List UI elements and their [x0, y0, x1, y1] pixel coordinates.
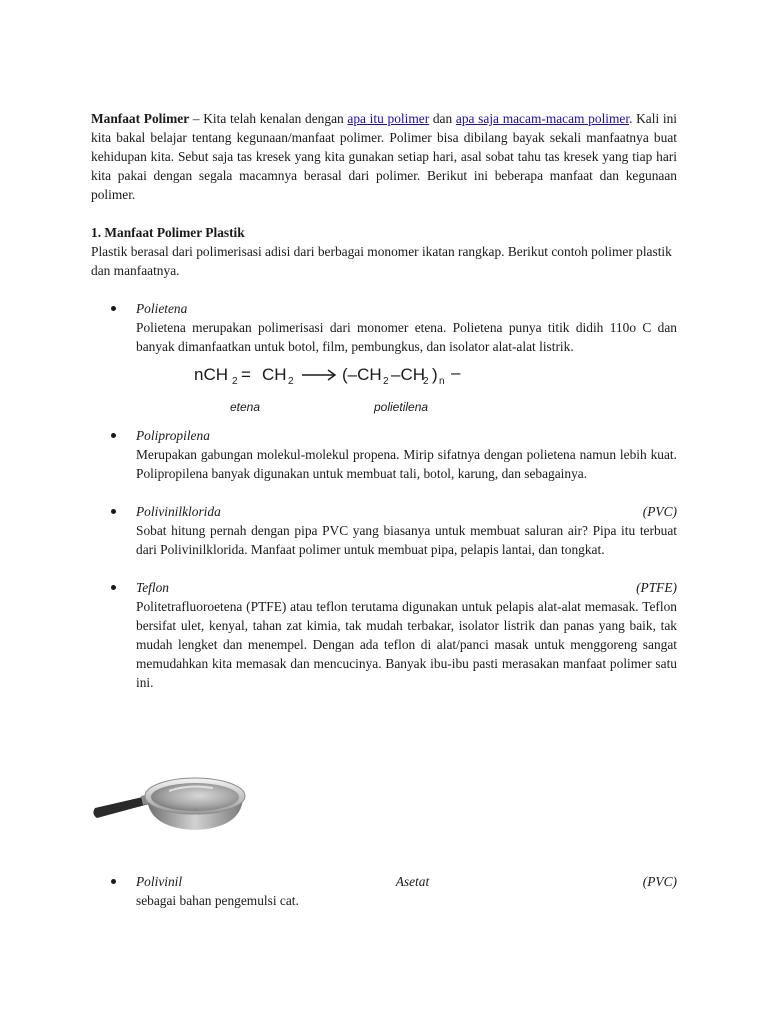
list-item-teflon — [91, 578, 677, 692]
equation-tail: – — [451, 363, 461, 382]
label-etena: etena — [230, 400, 261, 414]
frying-pan-image — [91, 752, 251, 856]
equation-figure — [146, 360, 476, 426]
item-name: Polivinilklorida — [136, 504, 221, 519]
intro-text: . Kali ini kita bakal belajar tentang kegunaan/manfaat polimer. Polimer bisa dibilang bayak sekali manfaatnya buat kehidupan kita. Sebut saja tas kresek yang kita gunakan setiap hari, asal sobat tahu tas kresek yang tiap hari kita pakai dengan segala macamnya berasal dari polimer. Berikut ini beberapa manfaat dan kegunaan polimer. — [91, 111, 678, 202]
item-description: Sobat hitung pernah dengan pipa PVC yang biasanya untuk membuat saluran air? Pipa itu terbuat dari Polivinilklorida. Manfaat polimer untuk membuat pipa, pelapis lantai, dan tongkat. — [136, 523, 677, 557]
link-apa-itu-polimer[interactable]: apa itu polimer — [347, 111, 430, 126]
equation-close: ) — [432, 365, 438, 384]
item-abbr: (PVC) — [642, 874, 677, 889]
equation-sub: 2 — [288, 376, 294, 387]
bullet-icon — [111, 585, 116, 590]
link-macam-macam-polimer[interactable]: apa saja macam-macam polimer — [455, 111, 630, 126]
polymer-list — [91, 299, 677, 692]
item-description: Politetrafluoroetena (PTFE) atau teflon terutama digunakan untuk pelapis alat-alat memasak. Teflon bersifat ulet, kenyal, tahan zat kimia, tak mudah terbakar, isolator listrik dan panas yang baik, tak mudah lengket dan menempel. Dengan ada teflon di alat/panci masak untuk menggoreng sangat memudahkan kita memasak dan mencucinya. Banyak ibu-ibu pasti merasakan manfaat polimer satu ini. — [136, 599, 677, 690]
equation-lhs: nCH — [194, 365, 229, 384]
item-abbr: (PVC) — [642, 504, 677, 519]
intro-text: dan — [429, 111, 456, 126]
list-item-polipropilena — [91, 426, 677, 502]
frying-pan-icon — [91, 752, 251, 856]
document-body — [91, 109, 677, 692]
equation-eq: = — [241, 365, 251, 384]
section-intro: Plastik berasal dari polimerisasi adisi dari berbagai monomer ikatan rangkap. Berikut contoh polimer plastik dan manfaatnya. — [91, 244, 672, 278]
list-item-polietena — [91, 299, 677, 426]
section-title: 1. Manfaat Polimer Plastik — [91, 225, 245, 240]
item-description: Merupakan gabungan molekul-molekul propena. Mirip sifatnya dengan polietena namun lebih kuat. Polipropilena banyak digunakan untuk membuat tali, botol, karung, dan sebagainya. — [136, 447, 677, 481]
list-item-polivinil-asetat — [91, 872, 677, 910]
equation-sub: 2 — [232, 376, 238, 387]
bullet-icon — [111, 509, 116, 514]
equation-n: n — [439, 376, 445, 387]
bullet-icon — [111, 433, 116, 438]
item-description: sebagai bahan pengemulsi cat. — [136, 893, 299, 908]
bullet-icon — [111, 306, 116, 311]
equation-product: (–CH — [342, 365, 382, 384]
item-name: Polivinil — [136, 874, 183, 889]
list-item-polivinilklorida — [91, 502, 677, 578]
equation-sub: 2 — [423, 376, 429, 387]
item-name: Polietena — [136, 301, 188, 316]
equation-ch: CH — [262, 365, 287, 384]
polymerization-equation — [136, 360, 677, 426]
item-description: Polietena merupakan polimerisasi dari monomer etena. Polietena punya titik didih 110o C dan banyak dimanfaatkan untuk botol, film, pembungkus, dan isolator alat-alat listrik. — [136, 320, 677, 354]
intro-paragraph — [91, 109, 677, 204]
bullet-icon — [111, 879, 116, 884]
item-name: Teflon — [136, 580, 169, 595]
item-name: Asetat — [395, 874, 430, 889]
intro-text: – Kita telah kenalan dengan — [189, 111, 348, 126]
item-abbr: (PTFE) — [636, 580, 677, 595]
equation-product-mid: –CH — [391, 365, 426, 384]
intro-lead: Manfaat Polimer — [91, 111, 190, 126]
equation-sub: 2 — [383, 376, 389, 387]
label-polietilena: polietilena — [374, 400, 429, 414]
item-name: Polipropilena — [136, 428, 210, 443]
